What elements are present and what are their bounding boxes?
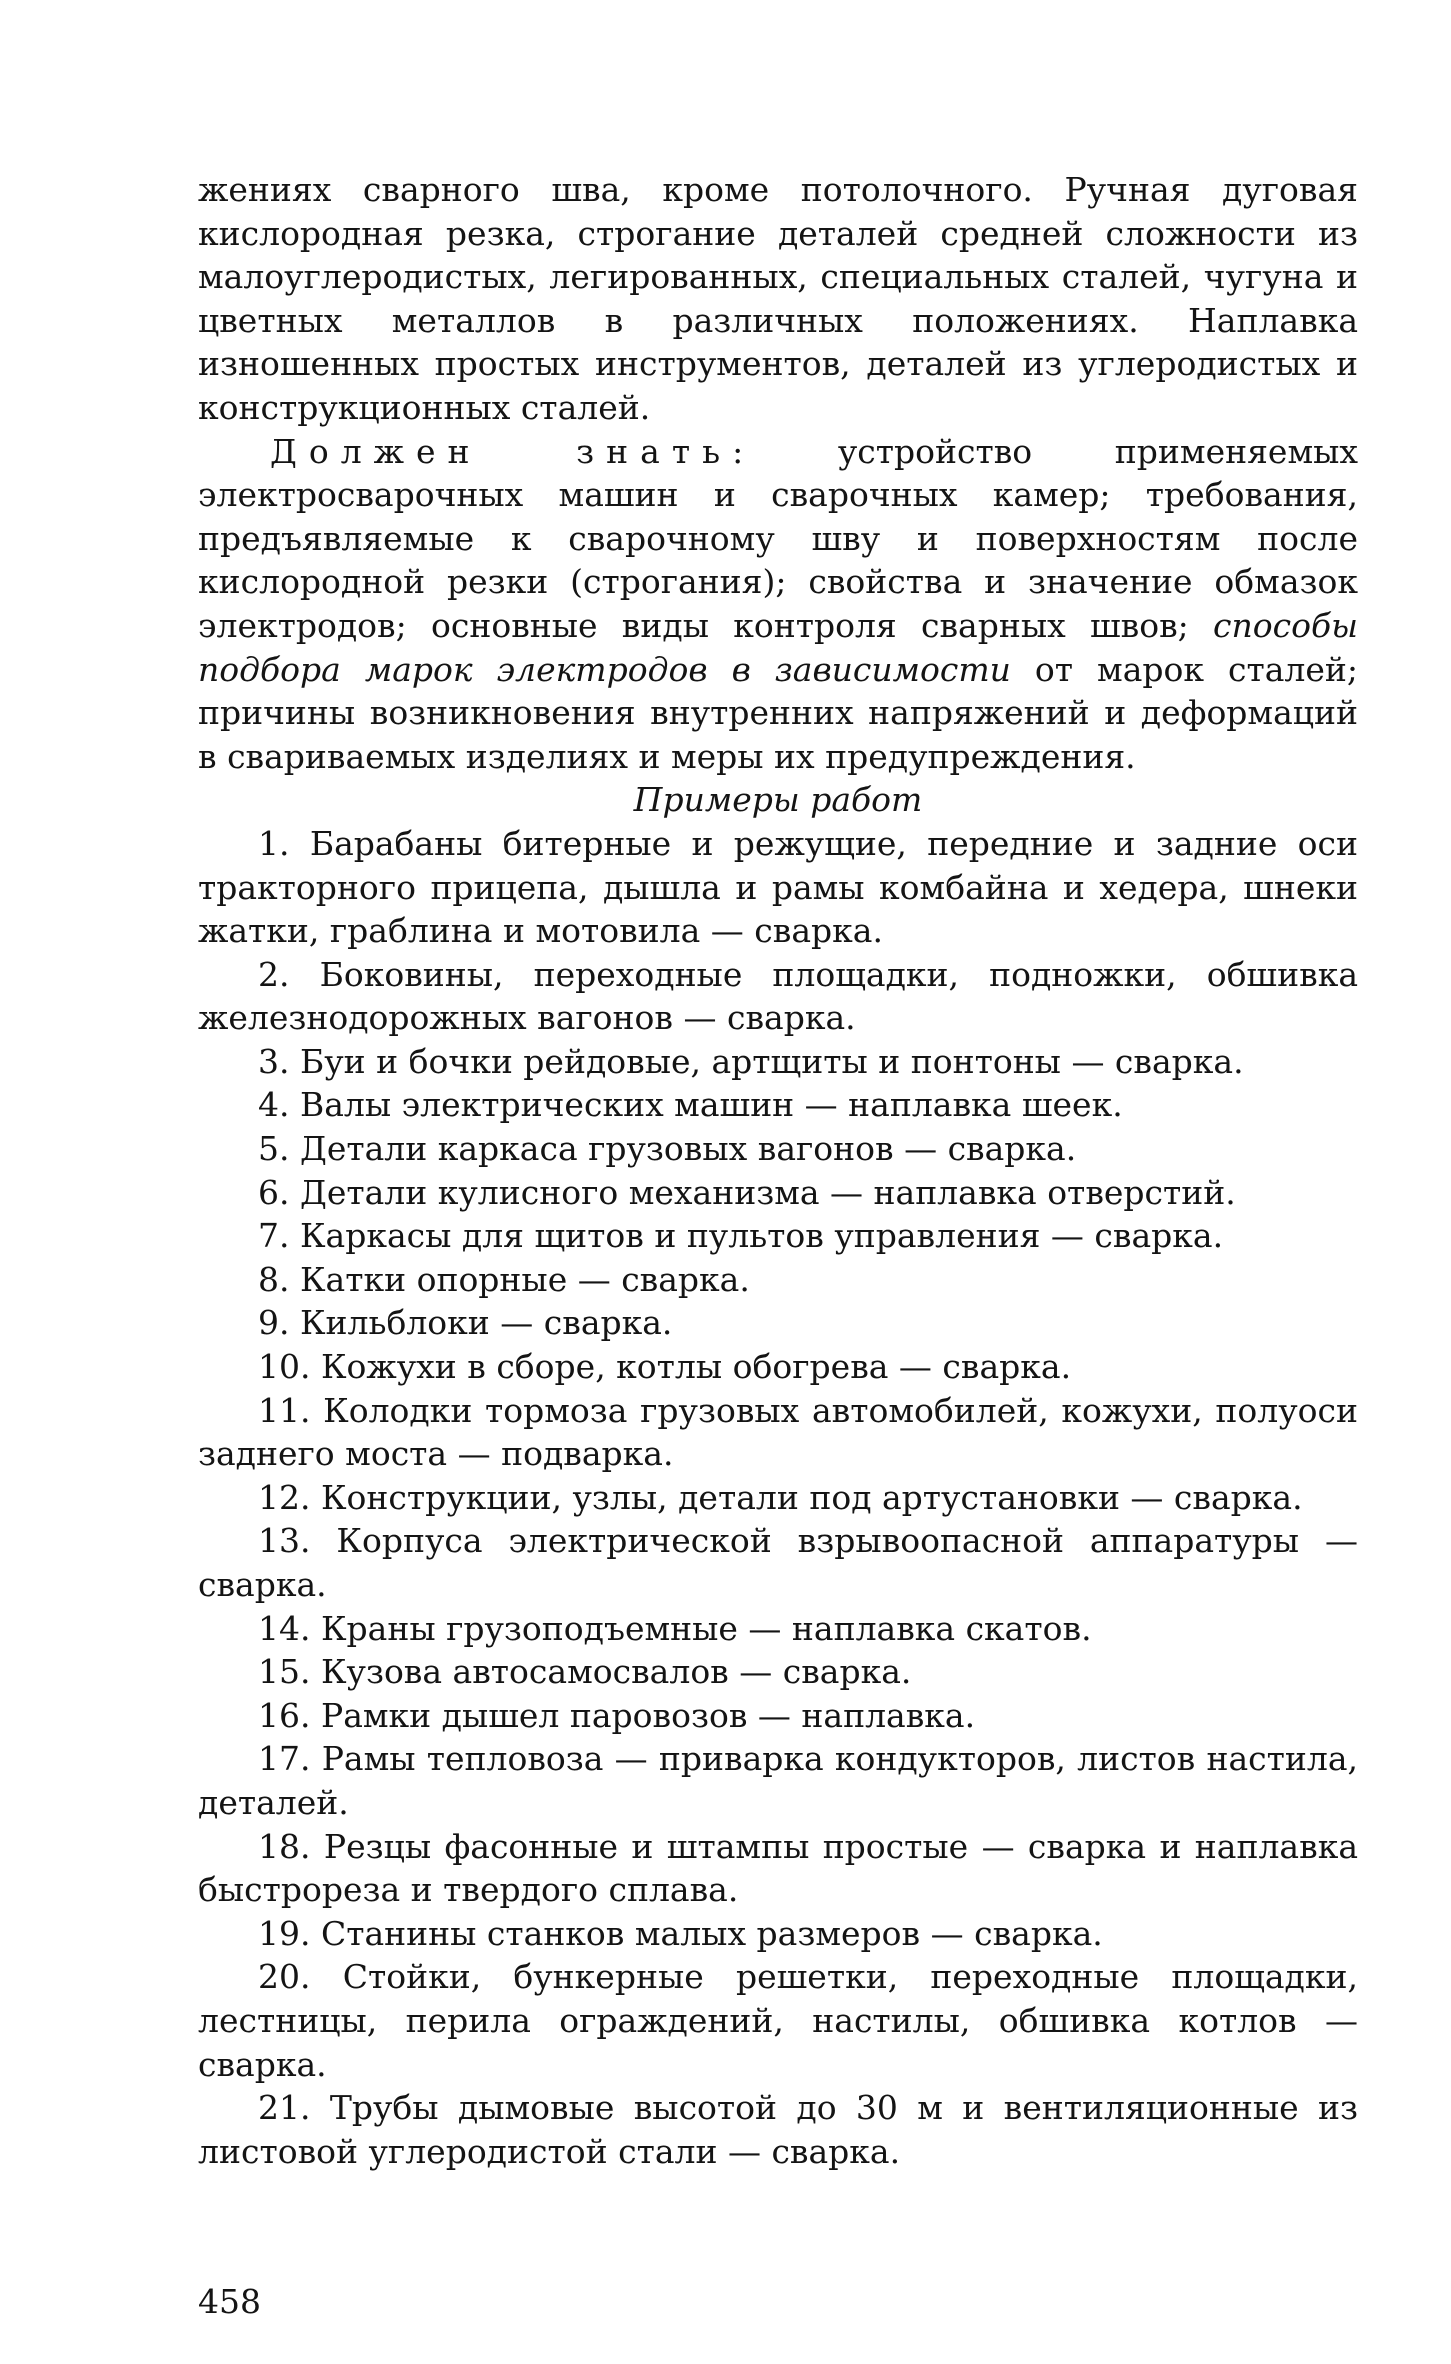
- example-number: 20.: [258, 1957, 311, 1997]
- example-number: 21.: [258, 2088, 311, 2128]
- example-text: Краны грузоподъемные — наплавка скатов.: [320, 1608, 1092, 1648]
- example-text: Каркасы для щитов и пультов управления — сварка.: [300, 1216, 1224, 1256]
- example-text: Буи и бочки рейдовые, артщиты и понтоны — сварка.: [300, 1041, 1244, 1081]
- example-item: [198, 1650, 1358, 1694]
- example-number: 11.: [258, 1390, 311, 1430]
- example-number: 14.: [258, 1608, 311, 1648]
- example-text: Трубы дымовые высотой до 30 м и вентиляционные из листовой углеродистой стали — сварка.: [198, 2088, 1358, 2171]
- example-number: 8.: [258, 1259, 290, 1299]
- example-text: Катки опорные — сварка.: [300, 1259, 750, 1299]
- example-text: Стойки, бункерные решетки, переходные площадки, лестницы, перила ограждений, настилы, обшивка котлов — сварка.: [198, 1957, 1358, 2084]
- example-number: 1.: [258, 823, 290, 863]
- must-know-text-1: устройство применяемых электросварочных машин и сварочных камер; требования, предъявляемые к сварочному шву и поверхностям после кислородной резки (строгания); свойства и значение обмазок электродов; основные виды контроля сварных швов;: [198, 431, 1358, 645]
- example-item: [198, 1301, 1358, 1345]
- example-number: 2.: [258, 954, 290, 994]
- example-number: 3.: [258, 1041, 290, 1081]
- example-number: 10.: [258, 1347, 311, 1387]
- examples-list: [198, 822, 1358, 2173]
- example-item: [198, 1389, 1358, 1476]
- example-text: Рамы тепловоза — приварка кондукторов, листов настила, деталей.: [198, 1739, 1358, 1822]
- example-number: 12.: [258, 1477, 311, 1517]
- example-text: Станины станков малых размеров — сварка.: [320, 1913, 1103, 1953]
- must-know-label: Должен знать:: [270, 431, 756, 471]
- example-item: [198, 1694, 1358, 1738]
- example-number: 7.: [258, 1216, 290, 1256]
- example-item: [198, 953, 1358, 1040]
- example-number: 9.: [258, 1303, 290, 1343]
- example-item: [198, 1476, 1358, 1520]
- example-text: Валы электрических машин — наплавка шеек.: [300, 1085, 1123, 1125]
- example-text: Кожухи в сборе, котлы обогрева — сварка.: [320, 1347, 1072, 1387]
- example-item: [198, 1258, 1358, 1302]
- example-text: Рамки дышел паровозов — наплавка.: [320, 1695, 976, 1735]
- example-item: [198, 1127, 1358, 1171]
- example-item: [198, 1737, 1358, 1824]
- page-body: [198, 168, 1358, 2173]
- example-item: [198, 2086, 1358, 2173]
- example-item: [198, 1519, 1358, 1606]
- example-text: Барабаны битерные и режущие, передние и задние оси тракторного прицепа, дышла и рамы комбайна и хедера, шнеки жатки, граблина и мотовила — сварка.: [198, 823, 1358, 951]
- example-text: Резцы фасонные и штампы простые — сварка и наплавка быстрореза и твердого сплава.: [198, 1826, 1358, 1910]
- example-item: [198, 1955, 1358, 2086]
- example-text: Кузова автосамосвалов — сварка.: [320, 1652, 912, 1692]
- example-number: 19.: [258, 1913, 311, 1953]
- example-text: Боковины, переходные площадки, подножки, обшивка железнодорожных вагонов — сварка.: [198, 954, 1358, 1038]
- example-item: [198, 1912, 1358, 1956]
- example-text: Детали кулисного механизма — наплавка отверстий.: [300, 1172, 1236, 1212]
- example-item: [198, 822, 1358, 953]
- example-text: Детали каркаса грузовых вагонов — сварка.: [300, 1129, 1077, 1169]
- example-item: [198, 1345, 1358, 1389]
- examples-title: Примеры работ: [633, 780, 923, 820]
- page-number: 458: [198, 2282, 261, 2321]
- example-item: [198, 1083, 1358, 1127]
- must-know-italic: способы подбора марок электродов в зависимости: [198, 605, 1358, 689]
- example-number: 13.: [258, 1521, 311, 1561]
- example-item: [198, 1607, 1358, 1651]
- example-item: [198, 1171, 1358, 1215]
- example-number: 5.: [258, 1129, 290, 1169]
- example-item: [198, 1040, 1358, 1084]
- must-know-text-2: от марок сталей; причины возникновения внутренних напряжений и деформаций в свариваемых изделиях и меры их предупреждения.: [198, 649, 1358, 776]
- intro-continuation: жениях сварного шва, кроме потолочного. Ручная дуговая кислородная резка, строгание деталей средней сложности из малоуглеродистых, легированных, специальных сталей, чугуна и цветных металлов в различных положениях. Наплавка изношенных простых инструментов, деталей из углеродистых и конструкционных сталей.: [198, 170, 1358, 427]
- example-number: 18.: [258, 1826, 311, 1866]
- example-text: Колодки тормоза грузовых автомобилей, кожухи, полуоси заднего моста — подварка.: [198, 1390, 1358, 1474]
- example-text: Конструкции, узлы, детали под артустановки — сварка.: [320, 1477, 1303, 1517]
- example-number: 6.: [258, 1172, 290, 1212]
- example-number: 17.: [258, 1739, 311, 1779]
- example-item: [198, 1214, 1358, 1258]
- example-number: 15.: [258, 1652, 311, 1692]
- must-know-paragraph: [198, 430, 1358, 779]
- example-number: 4.: [258, 1085, 290, 1125]
- example-text: Кильблоки — сварка.: [300, 1303, 673, 1343]
- example-item: [198, 1825, 1358, 1912]
- example-text: Корпуса электрической взрывоопасной аппаратуры — сварка.: [198, 1521, 1358, 1604]
- example-number: 16.: [258, 1695, 311, 1735]
